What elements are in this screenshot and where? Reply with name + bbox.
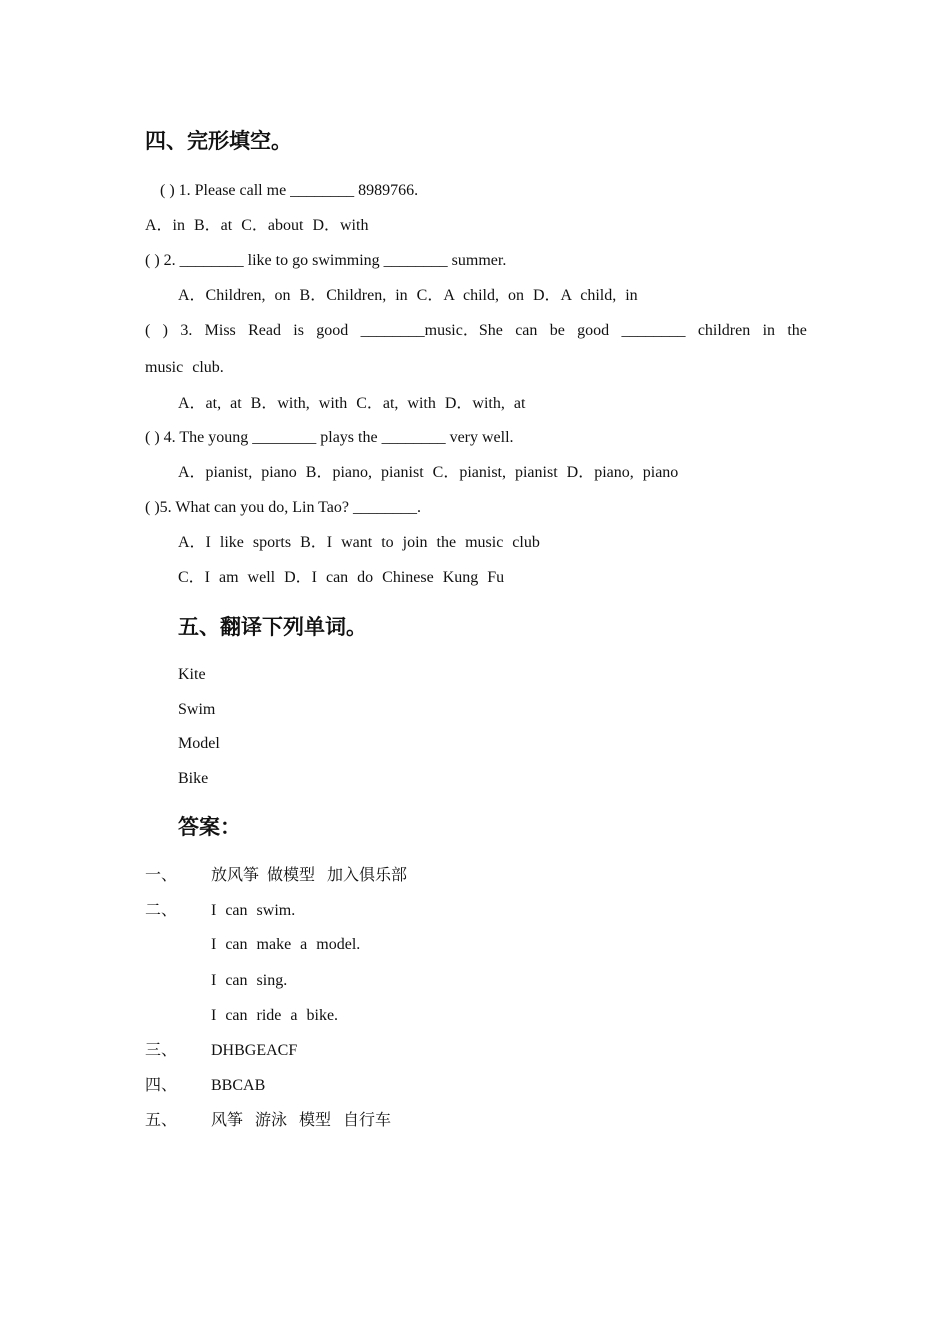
question-4-stem: ( ) 4. The young ________ plays the ________ very well. [145,429,514,446]
answer-value: 风筝 游泳 模型 自行车 [211,1112,392,1129]
answer-value: I can ride a bike. [211,1007,339,1024]
answer-number: 三、 [145,1042,178,1059]
answer-value: DHBGEACF [211,1042,298,1059]
answer-value: 放风筝 做模型 加入俱乐部 [211,867,408,884]
answer-number: 四、 [145,1077,178,1094]
question-4-options: A．pianist, piano B．piano, pianist C．pianist, pianist D．piano, piano [178,464,679,481]
q3-word: good [316,322,349,339]
word-item: Swim [178,701,216,718]
question-3-stem-continued: music club. [145,359,224,376]
answer-value: BBCAB [211,1077,266,1094]
answer-value: I can swim. [211,902,296,919]
q3-word: Miss [204,322,236,339]
q3-word: can [515,322,538,339]
q3-word: ________music．She [360,322,503,339]
question-5-stem: ( )5. What can you do, Lin Tao? ________. [145,499,422,516]
q3-word: ( [145,322,151,339]
q3-word: good [577,322,610,339]
q3-word: ) [162,322,168,339]
question-5-options: A．I like sports B．I want to join the music club [178,534,540,551]
q3-word: 3. [180,322,193,339]
question-1-stem: ( ) 1. Please call me ________ 8989766. [160,182,419,199]
question-2-options: A．Children, on B．Children, in C．A child, on D．A child, in [178,287,638,304]
question-5-options-2: C．I am well D．I can do Chinese Kung Fu [178,569,505,586]
word-item: Bike [178,770,209,787]
answer-number: 五、 [145,1112,178,1129]
question-2-stem: ( ) 2. ________ like to go swimming ________ summer. [145,252,507,269]
q3-word: in [762,322,776,339]
answer-number: 二、 [145,902,178,919]
word-item: Kite [178,666,206,683]
q3-word: Read [248,322,281,339]
question-1-options: A．in B．at C．about D．with [145,217,369,234]
answer-value: I can make a model. [211,936,361,953]
section5-title: 五、翻译下列单词。 [178,615,367,639]
q3-word: be [549,322,565,339]
q3-word: children [697,322,751,339]
section4-title: 四、完形填空。 [145,129,292,153]
word-item: Model [178,735,220,752]
q3-word: is [293,322,304,339]
answer-number: 一、 [145,867,178,884]
answers-title: 答案： [178,815,241,839]
question-3-options: A．at, at B．with, with C．at, with D．with, at [178,395,526,412]
question-3-stem [145,321,807,341]
q3-word: the [787,322,807,339]
answer-value: I can sing. [211,972,288,989]
q3-word: ________ [621,322,686,339]
